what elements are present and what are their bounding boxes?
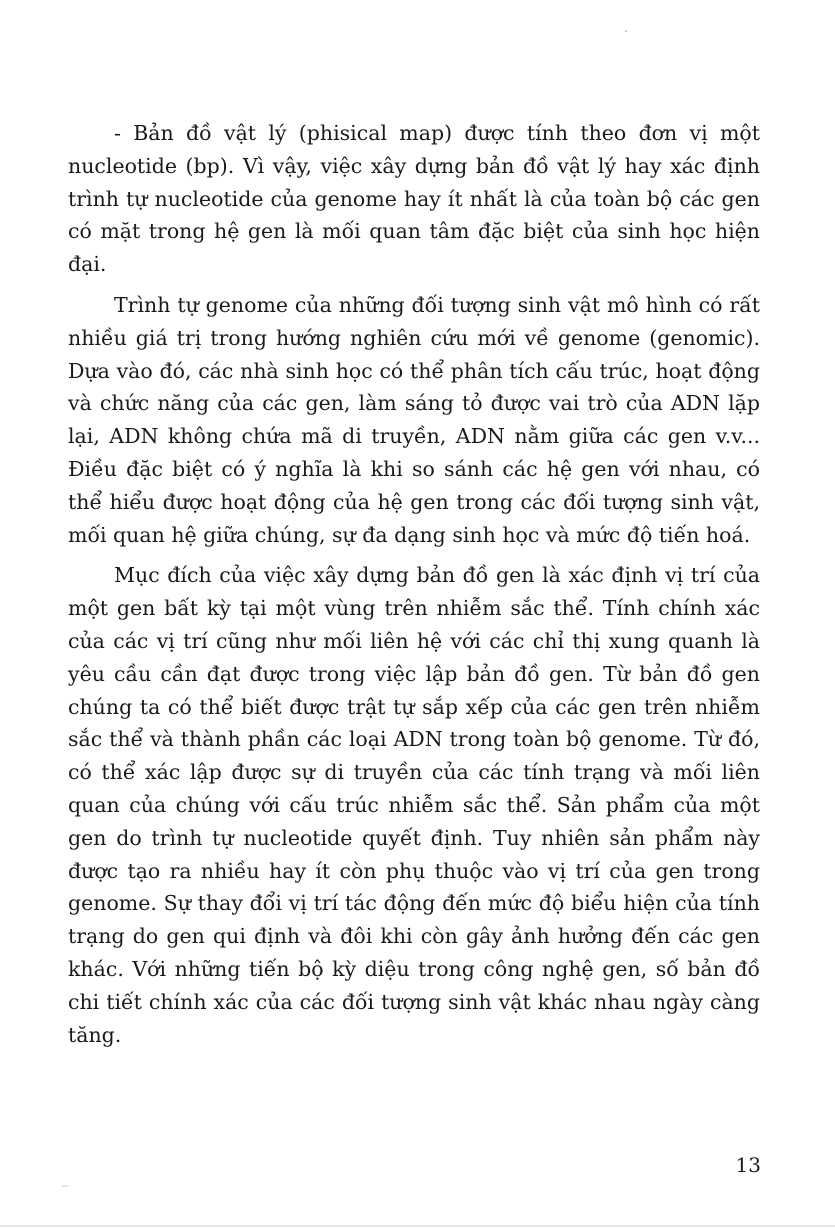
paragraph-gene-map-purpose: Mục đích của việc xây dựng bản đồ gen là xác định vị trí của một gen bất kỳ tại một vùng trên nhiễm sắc thể. Tính chính xác của các vị trí cũng như mối liên hệ với các chỉ thị xung quanh là yêu cầu cần đạt được trong việc lập bản đồ gen. Từ bản đồ gen chúng ta có thể biết được trật tự sắp xếp của các gen trên nhiễm sắc thể và thành phần các loại ADN trong toàn bộ genome. Từ đó, có thể xác lập được sự di truyền của các tính trạng và mối liên quan của chúng với cấu trúc nhiễm sắc thể. Sản phẩm của một gen do trình tự nucleotide quyết định. Tuy nhiên sản phẩm này được tạo ra nhiều hay ít còn phụ thuộc vào vị trí của gen trong genome. Sự thay đổi vị trí tác động đến mức độ biểu hiện của tính trạng do gen qui định và đôi khi còn gây ảnh hưởng đến các gen khác. Với những tiến bộ kỳ diệu trong công nghệ gen, số bản đồ chi tiết chính xác của các đối tượng sinh vật khác nhau ngày càng tăng. [68,563,760,1047]
paragraph-physical-map: - Bản đồ vật lý (phisical map) được tính theo đơn vị một nucleotide (bp). Vì vậy, việc xây dựng bản đồ vật lý hay xác định trình tự nucleotide của genome hay ít nhất là của toàn bộ các gen có mặt trong hệ gen là mối quan tâm đặc biệt của sinh học hiện đại. [68,121,760,277]
paragraph-genome-sequence: Trình tự genome của những đối tượng sinh vật mô hình có rất nhiều giá trị trong hướng nghiên cứu mới về genome (genomic). Dựa vào đó, các nhà sinh học có thể phân tích cấu trúc, hoạt động và chức năng của các gen, làm sáng tỏ được vai trò của ADN lặp lại, ADN không chứa mã di truyền, ADN nằm giữa các gen v.v... Điều đặc biệt có ý nghĩa là khi so sánh các hệ gen với nhau, có thể hiểu được hoạt động của hệ gen trong các đối tượng sinh vật, mối quan hệ giữa chúng, sự đa dạng sinh học và mức độ tiến hoá. [68,292,760,547]
body-text [68,117,760,1059]
page-edge-divider [0,1225,835,1227]
scan-speck [62,1185,68,1187]
page-number: 13 [735,1153,761,1177]
scan-speck [625,30,627,32]
